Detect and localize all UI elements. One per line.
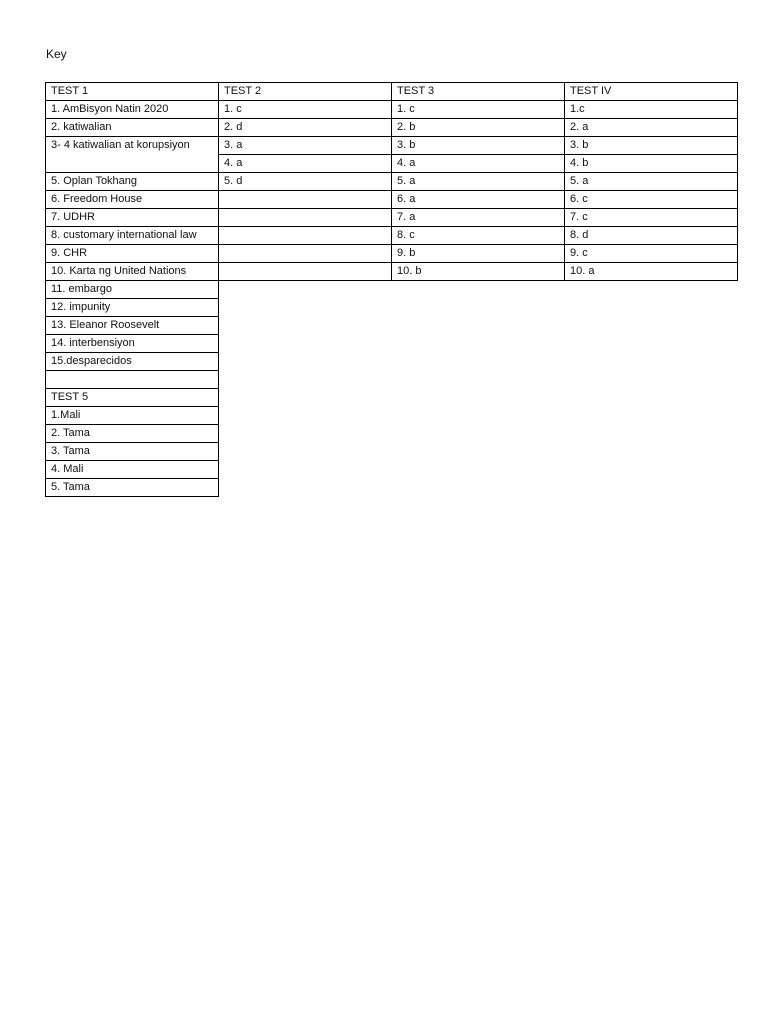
cell: 10. a	[565, 263, 738, 281]
cell: 7. c	[565, 209, 738, 227]
cell: 4. a	[219, 155, 392, 173]
cell: 6. Freedom House	[46, 191, 219, 209]
table-row	[46, 425, 738, 443]
cell: 1. c	[392, 101, 565, 119]
cell: 9. b	[392, 245, 565, 263]
header-test5: TEST 5	[46, 389, 219, 407]
table-row	[46, 479, 738, 497]
cell: 5. a	[565, 173, 738, 191]
table-row	[46, 281, 738, 299]
header-test2: TEST 2	[219, 83, 392, 101]
header-test1: TEST 1	[46, 83, 219, 101]
cell: 2. b	[392, 119, 565, 137]
table-row	[46, 209, 738, 227]
cell: 8. customary international law	[46, 227, 219, 245]
table-row	[46, 461, 738, 479]
table-row	[46, 119, 738, 137]
cell: 7. UDHR	[46, 209, 219, 227]
cell: 14. interbensiyon	[46, 335, 219, 353]
table-row	[46, 389, 738, 407]
cell: 1.c	[565, 101, 738, 119]
cell: 2. d	[219, 119, 392, 137]
table-row	[46, 299, 738, 317]
table-row	[46, 317, 738, 335]
table-row	[46, 335, 738, 353]
cell: 8. c	[392, 227, 565, 245]
header-test3: TEST 3	[392, 83, 565, 101]
cell: 8. d	[565, 227, 738, 245]
table-header-row	[46, 83, 738, 101]
cell: 4. b	[565, 155, 738, 173]
cell: 1. c	[219, 101, 392, 119]
cell: 2. katiwalian	[46, 119, 219, 137]
cell	[219, 191, 392, 209]
page-title: Key	[46, 47, 67, 61]
cell: 15.desparecidos	[46, 353, 219, 371]
table-row	[46, 173, 738, 191]
cell: 2. Tama	[46, 425, 219, 443]
cell: 5. d	[219, 173, 392, 191]
header-test4: TEST IV	[565, 83, 738, 101]
cell: 12. impunity	[46, 299, 219, 317]
cell: 10. Karta ng United Nations	[46, 263, 219, 281]
cell	[219, 227, 392, 245]
cell: 7. a	[392, 209, 565, 227]
table-row	[46, 137, 738, 155]
cell: 3. Tama	[46, 443, 219, 461]
answer-key-table	[45, 82, 738, 497]
cell: 3. b	[392, 137, 565, 155]
cell: 13. Eleanor Roosevelt	[46, 317, 219, 335]
cell: 4. a	[392, 155, 565, 173]
cell: 5. Tama	[46, 479, 219, 497]
cell: 1.Mali	[46, 407, 219, 425]
cell	[219, 245, 392, 263]
cell: 9. CHR	[46, 245, 219, 263]
cell: 3. b	[565, 137, 738, 155]
cell: 6. a	[392, 191, 565, 209]
cell	[219, 209, 392, 227]
cell: 5. Oplan Tokhang	[46, 173, 219, 191]
table-row	[46, 227, 738, 245]
empty-cell	[46, 371, 219, 389]
cell: 6. c	[565, 191, 738, 209]
cell: 3- 4 katiwalian at korupsiyon	[46, 137, 219, 173]
cell	[219, 263, 392, 281]
table-row	[46, 443, 738, 461]
cell: 10. b	[392, 263, 565, 281]
cell: 9. c	[565, 245, 738, 263]
table-row	[46, 245, 738, 263]
table-row	[46, 353, 738, 371]
table-row	[46, 263, 738, 281]
cell: 4. Mali	[46, 461, 219, 479]
table-row	[46, 101, 738, 119]
table-row	[46, 371, 738, 389]
cell: 2. a	[565, 119, 738, 137]
table-row	[46, 191, 738, 209]
cell: 11. embargo	[46, 281, 219, 299]
table-row	[46, 407, 738, 425]
cell: 1. AmBisyon Natin 2020	[46, 101, 219, 119]
cell: 5. a	[392, 173, 565, 191]
cell: 3. a	[219, 137, 392, 155]
